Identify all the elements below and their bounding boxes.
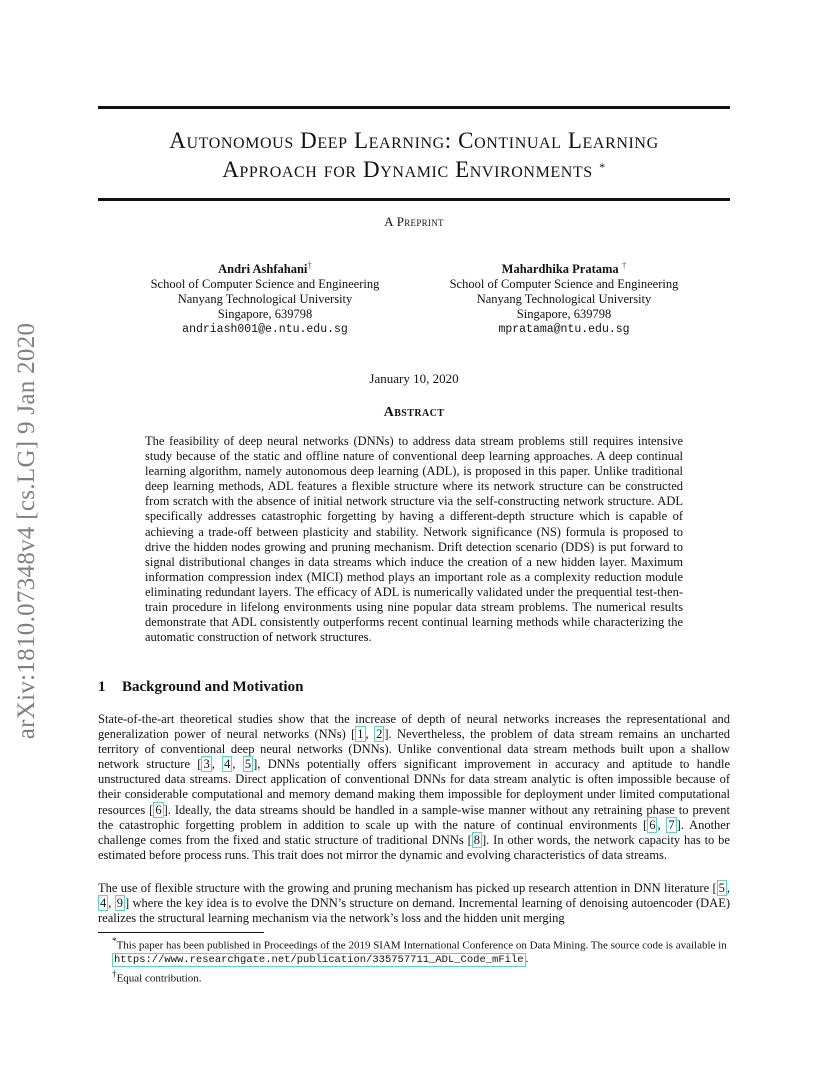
author-institution: Nanyang Technological University bbox=[476, 292, 652, 307]
body-paragraph-2 bbox=[98, 881, 730, 926]
paper-date: January 10, 2020 bbox=[369, 371, 459, 386]
author-affiliation: School of Computer Science and Engineering bbox=[150, 277, 380, 292]
text-run: ] where the key idea is to evolve the DNN’s structure on demand. Incremental learning of denoising autoencoder (DAE) realizes the structural learning mechanism via the network’s loss and the hidden unit merging bbox=[98, 896, 730, 926]
text-run: ], DNNs potentially offers significant improvement in accuracy and aptitude to handle unstructured data streams. Direct application of conventional DNNs for data stream analytic is often impossible because of their considerable computational and memory demand making them impossible for deployment under limited computational resources [ bbox=[98, 757, 731, 817]
author-email[interactable]: andriash001@e.ntu.edu.sg bbox=[182, 323, 348, 337]
title-line-2: Approach for Dynamic Environments bbox=[222, 157, 593, 182]
footnote-2 bbox=[98, 968, 730, 986]
text-run: , bbox=[211, 757, 223, 772]
title-top-rule bbox=[98, 106, 730, 109]
section-heading bbox=[98, 679, 303, 696]
footnote-1 bbox=[98, 935, 730, 968]
author-name: Mahardhika Pratama bbox=[501, 262, 619, 277]
text-run: State-of-the-art theoretical studies show that the increase of depth of neural networks increases the representational and generalization power of neural networks (NNs) [ bbox=[98, 712, 730, 742]
body-paragraph-1 bbox=[98, 712, 730, 863]
paper-title bbox=[98, 126, 730, 184]
citation-link[interactable]: 5 bbox=[244, 757, 252, 772]
citation-link[interactable]: 5 bbox=[718, 881, 725, 895]
abstract-heading: Abstract bbox=[383, 405, 445, 420]
arxiv-identifier: arXiv:1810.07348v4 [cs.LG] 9 Jan 2020 bbox=[13, 322, 40, 740]
preprint-label: A Preprint bbox=[384, 214, 444, 229]
citation-link[interactable]: 4 bbox=[100, 896, 107, 911]
section-title: Background and Motivation bbox=[122, 679, 304, 695]
text-run: ]. In other words, the network capacity has to be estimated before process runs. This trait does not mirror the dynamic and evolving characteristics of data streams. bbox=[98, 832, 730, 862]
text-run: , bbox=[657, 817, 667, 832]
author-email[interactable]: mpratama@ntu.edu.sg bbox=[498, 323, 630, 337]
citation-link[interactable]: 4 bbox=[224, 757, 231, 772]
author-block-1 bbox=[130, 258, 400, 337]
text-run: ]. Nevertheless, the problem of data stream remains an uncharted territory of conventional deep neural networks (DNNs). Unlike conventional data stream methods built upon a shallow network structure [ bbox=[98, 727, 730, 772]
citation-link[interactable]: 2 bbox=[376, 727, 383, 742]
author-affiliation: School of Computer Science and Engineering bbox=[449, 277, 679, 292]
footnote-text: . bbox=[525, 953, 529, 966]
author-block-2 bbox=[430, 258, 698, 337]
text-run: , bbox=[108, 896, 115, 911]
author-footnote-mark[interactable]: † bbox=[307, 260, 312, 270]
author-footnote-mark[interactable]: † bbox=[621, 260, 627, 270]
title-footnote-mark[interactable]: * bbox=[599, 160, 606, 174]
footnote-text: Equal contribution. bbox=[116, 972, 202, 985]
author-name: Andri Ashfahani bbox=[218, 262, 308, 277]
section-number: 1 bbox=[98, 679, 106, 695]
text-run: , bbox=[365, 727, 375, 742]
arxiv-side-stamp bbox=[6, 296, 48, 766]
citation-link[interactable]: 6 bbox=[649, 817, 656, 832]
citation-link[interactable]: 8 bbox=[473, 832, 480, 847]
citation-link[interactable]: 9 bbox=[116, 896, 123, 911]
footnotes bbox=[98, 935, 730, 986]
title-line-1: Autonomous Deep Learning: Continual Learning bbox=[169, 128, 659, 153]
text-run: ]. Another challenge comes from the fixed and static structure of traditional DNNs [ bbox=[98, 817, 731, 847]
text-run: The use of flexible structure with the growing and pruning mechanism has picked up research attention in DNN literature [ bbox=[98, 881, 717, 895]
citation-link[interactable]: 7 bbox=[668, 817, 675, 832]
citation-link[interactable]: 6 bbox=[155, 802, 162, 817]
author-institution: Nanyang Technological University bbox=[177, 292, 353, 307]
text-run: ]. Ideally, the data streams should be handled in a sample-wise manner without any retraining phase to prevent the catastrophic forgetting problem in addition to scale up with the nature of continual environments [ bbox=[98, 802, 730, 832]
author-location: Singapore, 639798 bbox=[217, 307, 313, 322]
abstract-body: The feasibility of deep neural networks (DNNs) to address data stream problems still requires intensive study because of the static and offline nature of conventional deep learning approaches. A deep continual learning algorithm, namely autonomous deep learning (ADL), is proposed in this paper. Unlike traditional deep learning methods, ADL features a flexible structure where its network structure can be constructed from scratch with the absence of initial network structure via the self-constructing network structure. ADL specifically addresses catastrophic forgetting by having a different-depth structure which is capable of achieving a trade-off between plasticity and stability. Network significance (NS) formula is proposed to drive the hidden nodes growing and pruning mechanism. Drift detection scenario (DDS) is put forward to signal distributional changes in data streams which induce the creation of a new hidden layer. Maximum information compression index (MICI) method plays an important role as a complexity reduction module eliminating redundant layers. The efficacy of ADL is numerically validated under the prequential test-then-train procedure in lifelong environments using nine popular data stream problems. The numerical results demonstrate that ADL consistently outperforms recent continual learning methods while characterizing the automatic construction of network structures. bbox=[145, 434, 683, 645]
text-run: , bbox=[232, 757, 243, 772]
citation-link[interactable]: 3 bbox=[203, 757, 210, 772]
source-code-link[interactable]: https://www.researchgate.net/publication/335757711_ADL_Code_mFile bbox=[114, 954, 524, 967]
citation-link[interactable]: 1 bbox=[357, 727, 364, 742]
footnote-mark: † bbox=[112, 968, 117, 979]
title-bottom-rule bbox=[98, 198, 730, 201]
text-run: , bbox=[726, 881, 730, 895]
footnote-mark: * bbox=[112, 936, 117, 946]
author-location: Singapore, 639798 bbox=[516, 307, 612, 322]
footnote-rule bbox=[98, 932, 264, 933]
footnote-text: This paper has been published in Proceedings of the 2019 SIAM International Conference on Data Mining. The source code is available in bbox=[116, 939, 727, 952]
